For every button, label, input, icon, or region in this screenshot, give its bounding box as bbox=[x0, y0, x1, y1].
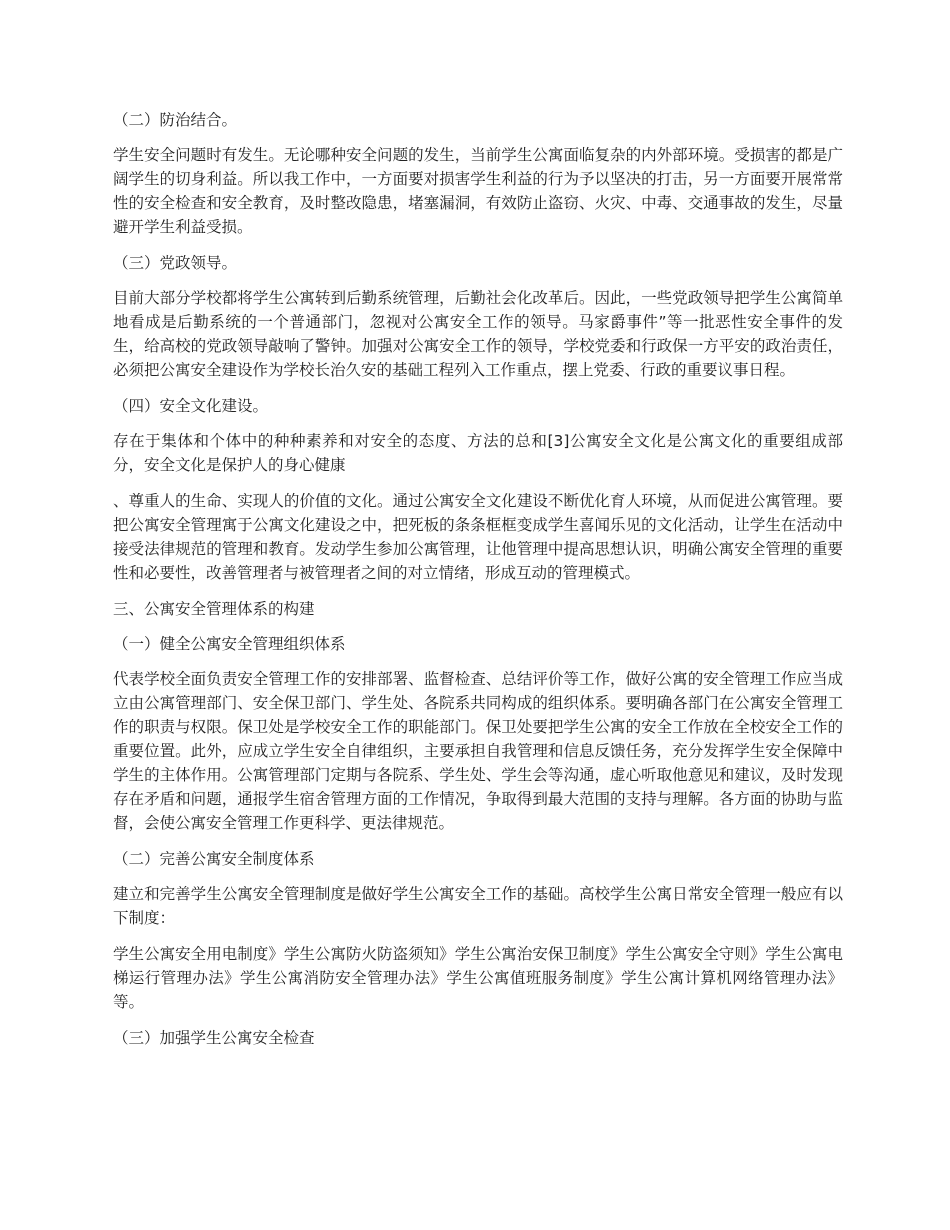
paragraph-safety-culture-2: 、尊重人的生命、实现人的价值的文化。通过公寓安全文化建设不断优化育人环境，从而促进公寓管理。要把公寓安全管理寓于公寓文化建设之中，把死板的条条框框变成学生喜闻乐见的文化活动，让学生在活动中接受法律规范的管理和教育。发动学生参加公寓管理，让他管理中提高思想认识，明确公寓安全管理的重要性和必要性，改善管理者与被管理者之间的对立情绪，形成互动的管理模式。 bbox=[113, 492, 843, 582]
paragraph-safety-culture-1: 存在于集体和个体中的种种素养和对安全的态度、方法的总和[3]公寓安全文化是公寓文化的重要组成部分，安全文化是保护人的身心健康 bbox=[113, 432, 843, 474]
section-heading-party-leadership: （三）党政领导。 bbox=[113, 254, 238, 272]
paragraph-party-leadership: 目前大部分学校都将学生公寓转到后勤系统管理，后勤社会化改革后。因此，一些党政领导把学生公寓简单地看成是后勤系统的一个普通部门，忽视对公寓安全工作的领导。马家爵事件”等一批恶性安全事件的发生，给高校的党政领导敲响了警钟。加强对公寓安全工作的领导，学校党委和行政保一方平安的政治责任，必须把公寓安全建设作为学校长治久安的基础工程列入工作重点，摆上党委、行政的重要议事日程。 bbox=[113, 289, 843, 379]
chapter-heading-system-construction: 三、公寓安全管理体系的构建 bbox=[113, 600, 315, 618]
paragraph-regulation-list: 学生公寓安全用电制度》学生公寓防火防盗须知》学生公寓治安保卫制度》学生公寓安全守则》学生公寓电梯运行管理办法》学生公寓消防安全管理办法》学生公寓值班服务制度》学生公寓计算机网络管理办法》等。 bbox=[113, 945, 843, 1011]
paragraph-regulations: 建立和完善学生公寓安全管理制度是做好学生公寓安全工作的基础。高校学生公寓日常安全管理一般应有以下制度： bbox=[113, 885, 843, 927]
section-heading-regulations: （二）完善公寓安全制度体系 bbox=[113, 850, 315, 868]
section-heading-safety-culture: （四）安全文化建设。 bbox=[113, 397, 269, 415]
section-heading-organization: （一）健全公寓安全管理组织体系 bbox=[113, 635, 346, 653]
paragraph-prevention: 学生安全问题时有发生。无论哪种安全问题的发生，当前学生公寓面临复杂的内外部环境。受损害的都是广阔学生的切身利益。所以我工作中，一方面要对损害学生利益的行为予以坚决的打击，另一方面要开展常常性的安全检查和安全教育，及时整改隐患，堵塞漏洞，有效防止盗窃、火灾、中毒、交通事故的发生，尽量避开学生利益受损。 bbox=[113, 146, 843, 236]
section-heading-prevention: （二）防治结合。 bbox=[113, 111, 238, 129]
paragraph-organization: 代表学校全面负责安全管理工作的安排部署、监督检查、总结评价等工作，做好公寓的安全管理工作应当成立由公寓管理部门、安全保卫部门、学生处、各院系共同构成的组织体系。要明确各部门在公寓安全管理工作的职责与权限。保卫处是学校安全工作的职能部门。保卫处要把学生公寓的安全工作放在全校安全工作的重要位置。此外，应成立学生安全自律组织，主要承担自我管理和信息反馈任务，充分发挥学生安全保障中学生的主体作用。公寓管理部门定期与各院系、学生处、学生会等沟通，虚心听取他意见和建议，及时发现存在矛盾和问题，通报学生宿舍管理方面的工作情况，争取得到最大范围的支持与理解。各方面的协助与监督，会使公寓安全管理工作更科学、更法律规范。 bbox=[113, 670, 843, 832]
document-page bbox=[113, 108, 843, 1061]
section-heading-inspection: （三）加强学生公寓安全检查 bbox=[113, 1029, 315, 1047]
